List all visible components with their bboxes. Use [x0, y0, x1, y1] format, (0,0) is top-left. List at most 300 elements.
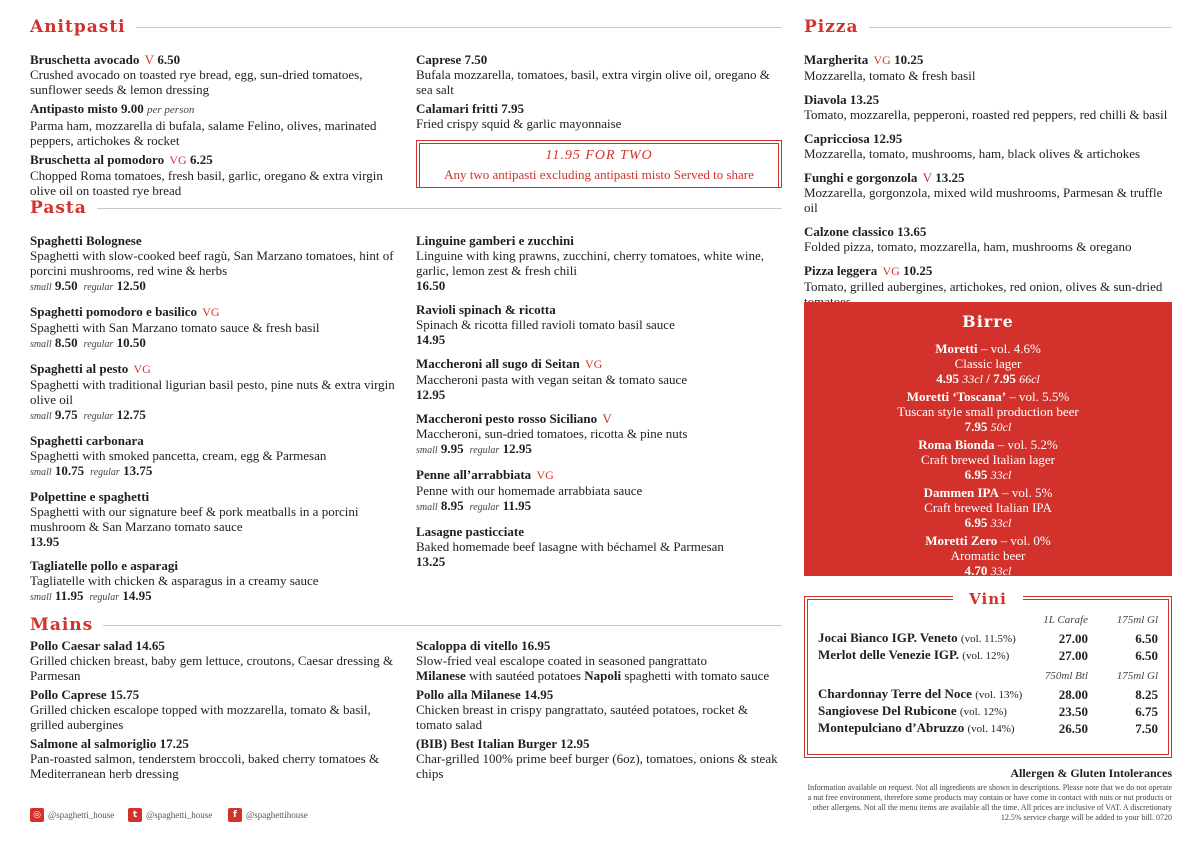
beer-size: 33cl — [962, 372, 983, 386]
vini-title: Vini — [953, 590, 1023, 608]
regular-price: 12.75 — [116, 407, 146, 422]
dish-description: Grilled chicken escalope topped with mozzarella, tomato & basil, grilled aubergines — [30, 702, 371, 732]
dish-name: Pizza leggera — [804, 263, 878, 278]
small-price: 9.95 — [440, 441, 464, 456]
diet-tag: VG — [169, 153, 187, 167]
menu-item — [30, 687, 405, 732]
regular-price: 14.95 — [122, 588, 152, 603]
regular-price: 11.95 — [502, 498, 532, 513]
small-price: 9.50 — [54, 278, 78, 293]
dish-price: 13.25 — [849, 92, 880, 107]
menu-item — [804, 52, 1174, 83]
dish-name: Maccheroni pesto rosso Siciliano — [416, 411, 598, 426]
dish-description: Spaghetti with San Marzano tomato sauce & fresh basil — [30, 320, 320, 335]
dish-description: Mozzarella, tomato, mushrooms, ham, black olives & artichokes — [804, 146, 1141, 161]
wine-row — [818, 686, 1158, 703]
section-title: Pizza — [804, 17, 859, 37]
size-label: regular — [469, 445, 500, 456]
dish-name: Pollo Caprese — [30, 687, 107, 702]
menu-item — [416, 52, 782, 97]
dish-description: Tomato, mozzarella, pepperoni, roasted red peppers, red chilli & basil — [804, 107, 1168, 122]
beer-style: Tuscan style small production beer — [897, 404, 1079, 419]
size-label: regular — [83, 411, 114, 422]
dish-name-line — [30, 304, 405, 320]
dish-price: 12.95 — [416, 387, 446, 402]
dish-options — [416, 668, 786, 683]
wine-volume: (vol. 13%) — [975, 689, 1023, 701]
section-title: Pasta — [30, 198, 87, 218]
diet-tag: VG — [133, 362, 151, 376]
dish-description: Maccheroni pasta with vegan seitan & tomato sauce — [416, 372, 688, 387]
diet-tag: VG — [584, 357, 603, 371]
beer-style: Craft brewed Italian lager — [921, 452, 1055, 467]
wine-row — [818, 647, 1158, 664]
regular-price: 12.95 — [502, 441, 532, 456]
dish-name: Ravioli spinach & ricotta — [416, 302, 556, 317]
small-price: 9.75 — [54, 407, 78, 422]
beer-price-line — [804, 419, 1172, 435]
wine-name: Jocai Bianco IGP. Veneto — [818, 630, 958, 645]
diet-tag: V — [922, 170, 933, 185]
dish-name-line — [30, 558, 405, 573]
beer-size: 33cl — [990, 468, 1012, 482]
dish-name-line — [416, 638, 786, 653]
beer-name-line — [804, 437, 1172, 452]
dish-description: Spinach & ricotta filled ravioli tomato basil sauce — [416, 317, 675, 332]
pasta-right-column — [416, 233, 786, 578]
dish-description: Crushed avocado on toasted rye bread, egg, sun-dried tomatoes, sunflower seeds & lemon dressing — [30, 67, 363, 97]
dish-name: Lasagne pasticciate — [416, 524, 524, 539]
diet-tag: V — [144, 52, 155, 67]
twitter-handle: @spaghetti_house — [146, 810, 213, 820]
dish-price: 9.00 — [121, 101, 144, 116]
dish-name: Penne all’arrabbiata — [416, 467, 532, 482]
beer-volume: – vol. 0% — [997, 533, 1051, 548]
dish-name: Bruschetta al pomodoro — [30, 152, 165, 167]
dish-description: Spaghetti with smoked pancetta, cream, egg & Parmesan — [30, 448, 327, 463]
size-label: regular — [469, 502, 500, 513]
beer-price: 6.95 — [964, 467, 988, 482]
beer-price-line — [804, 515, 1172, 531]
small-price: 8.95 — [440, 498, 464, 513]
dish-name-line — [30, 233, 405, 248]
menu-item — [30, 433, 405, 480]
beer-price: 7.95 — [964, 419, 988, 434]
dish-name-line — [416, 524, 786, 539]
spacer — [818, 664, 1028, 686]
beer-name: Moretti Zero — [925, 533, 998, 548]
antipasti-left-column — [30, 52, 400, 202]
beer-volume: – vol. 5.5% — [1006, 389, 1070, 404]
beer-style: Aromatic beer — [950, 548, 1026, 563]
dish-description: Maccheroni, sun-dried tomatoes, ricotta & pine nuts — [416, 426, 688, 441]
wine-row — [818, 630, 1158, 647]
dish-name-line — [804, 92, 1174, 107]
dish-name-line — [804, 224, 1174, 239]
beer-style: Classic lager — [954, 356, 1022, 371]
dish-name: Calamari fritti — [416, 101, 498, 116]
diet-tag: VG — [882, 264, 900, 278]
dish-price: 13.25 — [416, 554, 446, 569]
menu-item — [416, 233, 786, 293]
wine-price: 7.50 — [1135, 720, 1158, 736]
beer-volume: – vol. 5% — [998, 485, 1053, 500]
dish-price: 6.25 — [189, 152, 213, 167]
beer-name: Moretti ‘Toscana’ — [906, 389, 1007, 404]
beer-size: 33cl — [990, 516, 1012, 530]
option-desc: with sautéed potatoes — [465, 668, 585, 683]
dish-name: Capricciosa — [804, 131, 870, 146]
dish-name: Spaghetti pomodoro e basilico — [30, 304, 197, 319]
mains-right-column — [416, 638, 786, 785]
beer-name: Moretti — [935, 341, 978, 356]
menu-item — [416, 302, 786, 347]
dish-price: 14.65 — [135, 638, 165, 653]
wine-cell — [818, 630, 1028, 647]
dish-name-line — [30, 433, 405, 448]
dish-description: Pan-roasted salmon, tenderstem broccoli, baked cherry tomatoes & Mediterranean herb dressing — [30, 751, 380, 781]
size-prices — [30, 588, 405, 605]
dish-name-line — [30, 361, 405, 377]
wine-cell — [818, 703, 1028, 720]
section-title: Anitpasti — [30, 17, 126, 37]
size-prices — [30, 407, 405, 424]
pasta-left-column — [30, 233, 405, 614]
wine-cell — [818, 647, 1028, 664]
instagram-handle: @spaghetti_house — [48, 810, 115, 820]
dish-price: 13.65 — [897, 224, 927, 239]
dish-name-line — [30, 152, 400, 168]
birre-title: Birre — [962, 312, 1014, 331]
option-name: Milanese — [416, 668, 466, 683]
menu-item — [416, 356, 786, 402]
wine-volume: (vol. 12%) — [962, 650, 1010, 662]
dish-name-line — [30, 736, 405, 751]
dish-description: Spaghetti with traditional ligurian basil pesto, pine nuts & extra virgin olive oil — [30, 377, 395, 407]
pasta-header — [30, 198, 782, 218]
menu-item — [30, 304, 405, 352]
dish-name-line — [804, 170, 1174, 185]
beer-price: 6.95 — [964, 515, 988, 530]
dish-name-line — [804, 52, 1174, 68]
dish-name-line — [30, 489, 405, 504]
dish-name: Antipasto misto — [30, 101, 118, 116]
dish-name-line — [416, 356, 786, 372]
beer-price-line — [804, 467, 1172, 483]
size-label: small — [416, 502, 438, 513]
dish-name: Margherita — [804, 52, 869, 67]
beer-size: 50cl — [990, 420, 1012, 434]
dish-name-line — [30, 687, 405, 702]
size-label: small — [30, 339, 52, 350]
allergen-title: Allergen & Gluten Intolerances — [1010, 766, 1172, 780]
facebook-handle: @spaghettihouse — [246, 810, 308, 820]
dish-name-line — [30, 101, 400, 118]
pizza-header — [804, 17, 1172, 37]
column-header: 750ml Btl — [1044, 670, 1088, 682]
facebook-icon: f — [228, 808, 242, 822]
dish-name-line — [30, 638, 405, 653]
dish-name-line — [416, 302, 786, 317]
mains-left-column — [30, 638, 405, 785]
dish-price: 13.95 — [30, 534, 60, 549]
beer-price-line — [804, 563, 1172, 579]
wine-name: Chardonnay Terre del Noce — [818, 686, 972, 701]
wine-price: 8.25 — [1135, 686, 1158, 702]
dish-name: Linguine gamberi e zucchini — [416, 233, 574, 248]
menu-item — [30, 638, 405, 683]
dish-description: Slow-fried veal escalope coated in seasoned pangrattato — [416, 653, 707, 668]
size-prices — [416, 498, 786, 515]
wine-row — [818, 720, 1158, 737]
wine-row — [818, 703, 1158, 720]
dish-name: Spaghetti carbonara — [30, 433, 144, 448]
beer-item — [804, 341, 1172, 387]
dish-name-line — [416, 687, 786, 702]
beer-style: Craft brewed Italian IPA — [924, 500, 1052, 515]
beer-price: 4.70 — [964, 563, 988, 578]
allergen-text: Information available on request. Not all ingredients are shown in descriptions. Please note that we do not operate a nut free environment, therefore some products may contain or have come in contact with nuts or nut products or other allergens. Not all the menu items are available all the time. All prices are inclusive of VAT. A discretionary 12.5% service charge will be added to your bill. 0720 — [807, 783, 1172, 822]
dish-name-line — [30, 52, 400, 67]
beer-price: 7.95 — [993, 371, 1016, 386]
dish-price: 7.95 — [501, 101, 524, 116]
dish-description: Bufala mozzarella, tomatoes, basil, extra virgin olive oil, oregano & sea salt — [416, 67, 770, 97]
menu-item — [30, 736, 405, 781]
facebook-link[interactable] — [228, 808, 308, 822]
column-header: 1L Carafe — [1043, 614, 1088, 626]
dish-name-line — [416, 467, 786, 483]
menu-item — [30, 558, 405, 605]
beer-price-line — [804, 371, 1172, 387]
dish-name: Scaloppa di vitello — [416, 638, 518, 653]
menu-item — [804, 224, 1174, 254]
dish-name: Bruschetta avocado — [30, 52, 140, 67]
small-price: 8.50 — [54, 335, 78, 350]
antipasti-header — [30, 17, 782, 37]
dish-price: 14.95 — [416, 332, 446, 347]
beer-name-line — [804, 341, 1172, 356]
dish-price: 12.95 — [872, 131, 903, 146]
dish-name-line — [804, 131, 1174, 146]
column-header: 175ml Gl — [1116, 670, 1158, 682]
menu-item — [416, 736, 786, 781]
dish-price: 12.95 — [560, 736, 590, 751]
dish-name-line — [416, 52, 782, 67]
beer-name: Dammen IPA — [923, 485, 999, 500]
menu-item — [416, 101, 782, 131]
beer-size: 33cl — [990, 564, 1012, 578]
beer-price: 4.95 — [936, 371, 960, 386]
menu-item — [30, 233, 405, 295]
dish-name: (BIB) Best Italian Burger — [416, 736, 557, 751]
wine-price: 6.75 — [1135, 703, 1158, 719]
promo-headline: 11.95 FOR TWO — [545, 148, 653, 163]
diet-tag: V — [602, 411, 612, 426]
instagram-link[interactable] — [30, 808, 114, 822]
beer-name-line — [804, 485, 1172, 500]
column-header: 175ml Gl — [1116, 614, 1158, 626]
wine-volume: (vol. 12%) — [959, 706, 1007, 718]
size-prices — [30, 278, 405, 295]
wine-price: 27.00 — [1058, 630, 1088, 646]
menu-item — [30, 152, 400, 198]
wine-name: Merlot delle Venezie IGP. — [818, 647, 960, 662]
menu-item — [30, 101, 400, 148]
promo-text: Any two antipasti excluding antipasti misto Served to share — [444, 167, 754, 182]
size-label: small — [30, 282, 52, 293]
dish-name-line — [416, 736, 786, 751]
wine-column-headers — [818, 608, 1158, 630]
wine-name: Sangiovese Del Rubicone — [818, 703, 957, 718]
beer-size: 66cl — [1019, 372, 1040, 386]
wine-price: 6.50 — [1135, 647, 1158, 663]
beer-volume: – vol. 5.2% — [994, 437, 1058, 452]
twitter-link[interactable] — [128, 808, 212, 822]
menu-item — [804, 92, 1174, 122]
small-price: 10.75 — [54, 463, 85, 478]
section-title: Mains — [30, 615, 94, 635]
menu-item — [416, 411, 786, 458]
birre-panel — [804, 302, 1172, 576]
dish-name-line — [416, 101, 782, 116]
dish-name: Maccheroni all sugo di Seitan — [416, 356, 580, 371]
dish-name: Pollo alla Milanese — [416, 687, 521, 702]
antipasti-right-column — [416, 52, 782, 135]
size-prices — [416, 441, 786, 458]
beer-item — [804, 533, 1172, 579]
twitter-icon: t — [128, 808, 142, 822]
wine-cell — [818, 686, 1028, 703]
regular-price: 13.75 — [123, 463, 153, 478]
menu-item — [30, 52, 400, 97]
wine-price: 26.50 — [1058, 720, 1088, 736]
dish-description: Linguine with king prawns, zucchini, cherry tomatoes, white wine, garlic, lemon zest & fresh chili — [416, 248, 765, 278]
size-label: regular — [90, 467, 120, 478]
vini-panel — [804, 590, 1172, 758]
size-label: small — [30, 411, 52, 422]
diet-tag: VG — [536, 468, 554, 482]
dish-description: Chicken breast in crispy pangrattato, sautéed potatoes, rocket & tomato salad — [416, 702, 749, 732]
dish-price: 16.50 — [416, 278, 446, 293]
dish-price: 17.25 — [159, 736, 189, 751]
divider — [103, 625, 782, 626]
dish-name: Diavola — [804, 92, 847, 107]
beer-item — [804, 485, 1172, 531]
mains-header — [30, 615, 782, 635]
dish-name: Salmone al salmoriglio — [30, 736, 157, 751]
dish-price: 7.50 — [464, 52, 488, 67]
wine-price: 27.00 — [1058, 647, 1088, 663]
size-prices — [30, 463, 405, 480]
size-label: regular — [89, 592, 120, 603]
menu-item — [416, 687, 786, 732]
option-name: Napoli — [584, 668, 622, 683]
spacer — [818, 608, 1028, 630]
menu-item — [804, 131, 1174, 161]
dish-name: Pollo Caesar salad — [30, 638, 133, 653]
divider — [136, 27, 782, 28]
pizza-list — [804, 52, 1174, 318]
dish-name-line — [416, 233, 786, 248]
dish-description: Mozzarella, gorgonzola, mixed wild mushrooms, Parmesan & truffle oil — [804, 185, 1163, 215]
wine-price: 23.50 — [1058, 703, 1088, 719]
size-label: small — [30, 592, 52, 603]
price-note: per person — [147, 104, 195, 116]
beer-item — [804, 437, 1172, 483]
dish-price: 16.95 — [521, 638, 551, 653]
diet-tag: VG — [873, 53, 891, 67]
diet-tag: VG — [202, 305, 220, 319]
menu-item — [804, 170, 1174, 215]
beer-name: Roma Bionda — [918, 437, 995, 452]
dish-price: 6.50 — [157, 52, 181, 67]
dish-description: Penne with our homemade arrabbiata sauce — [416, 483, 643, 498]
dish-name: Polpettine e spaghetti — [30, 489, 150, 504]
size-label: regular — [83, 339, 114, 350]
menu-item — [416, 467, 786, 515]
wine-volume: (vol. 11.5%) — [960, 633, 1016, 645]
menu-item — [416, 524, 786, 569]
wine-cell — [818, 720, 1028, 737]
dish-price: 10.25 — [894, 52, 924, 67]
dish-name: Calzone classico — [804, 224, 894, 239]
beer-item — [804, 389, 1172, 435]
regular-price: 12.50 — [116, 278, 146, 293]
dish-description: Fried crispy squid & garlic mayonnaise — [416, 116, 622, 131]
size-label: small — [416, 445, 438, 456]
divider — [97, 208, 782, 209]
dish-description: Char-grilled 100% prime beef burger (6oz), tomatoes, onions & steak chips — [416, 751, 778, 781]
option-desc: spaghetti with tomato sauce — [621, 668, 770, 683]
menu-item — [416, 638, 786, 683]
dish-description: Baked homemade beef lasagne with béchamel & Parmesan — [416, 539, 724, 554]
dish-description: Tomato, grilled aubergines, artichokes, red onion, olives & sun-dried — [804, 279, 1163, 294]
wine-price: 6.50 — [1135, 630, 1158, 646]
menu-item — [30, 489, 405, 549]
regular-price: 10.50 — [116, 335, 146, 350]
dish-price: 14.95 — [523, 687, 554, 702]
dish-price: 10.25 — [903, 263, 933, 278]
dish-name: Tagliatelle pollo e asparagi — [30, 558, 178, 573]
dish-price: 13.25 — [935, 170, 965, 185]
instagram-icon: ◎ — [30, 808, 44, 822]
size-label: small — [30, 467, 52, 478]
dish-name-line — [804, 263, 1174, 279]
dish-name: Caprese — [416, 52, 462, 67]
menu-item — [30, 361, 405, 424]
small-price: 11.95 — [54, 588, 84, 603]
dish-description: Parma ham, mozzarella di bufala, salame Felino, olives, marinated peppers, artichokes & rocket — [30, 118, 377, 148]
wine-column-headers — [818, 664, 1158, 686]
divider — [869, 27, 1172, 28]
dish-name: Funghi e gorgonzola — [804, 170, 918, 185]
dish-description: Spaghetti with our signature beef & pork meatballs in a porcini mushroom & San Marzano tomato sauce — [30, 504, 359, 534]
dish-description: Spaghetti with slow-cooked beef ragù, San Marzano tomatoes, hint of porcini mushrooms, red wine & herbs — [30, 248, 394, 278]
wine-volume: (vol. 14%) — [967, 723, 1015, 735]
wine-name: Montepulciano d’Abruzzo — [818, 720, 965, 735]
price-separator: / — [982, 371, 994, 386]
birre-list — [804, 341, 1172, 579]
size-label: regular — [83, 282, 114, 293]
beer-name-line — [804, 389, 1172, 404]
dish-name: Spaghetti al pesto — [30, 361, 129, 376]
dish-description: Tagliatelle with chicken & asparagus in a creamy sauce — [30, 573, 319, 588]
beer-volume: – vol. 4.6% — [977, 341, 1041, 356]
dish-description: Chopped Roma tomatoes, fresh basil, garlic, oregano & extra virgin olive oil on toasted rye bread — [30, 168, 383, 198]
wine-table — [818, 608, 1158, 737]
dish-description: Folded pizza, tomato, mozzarella, ham, mushrooms & oregano — [804, 239, 1132, 254]
dish-name-line — [416, 411, 786, 426]
